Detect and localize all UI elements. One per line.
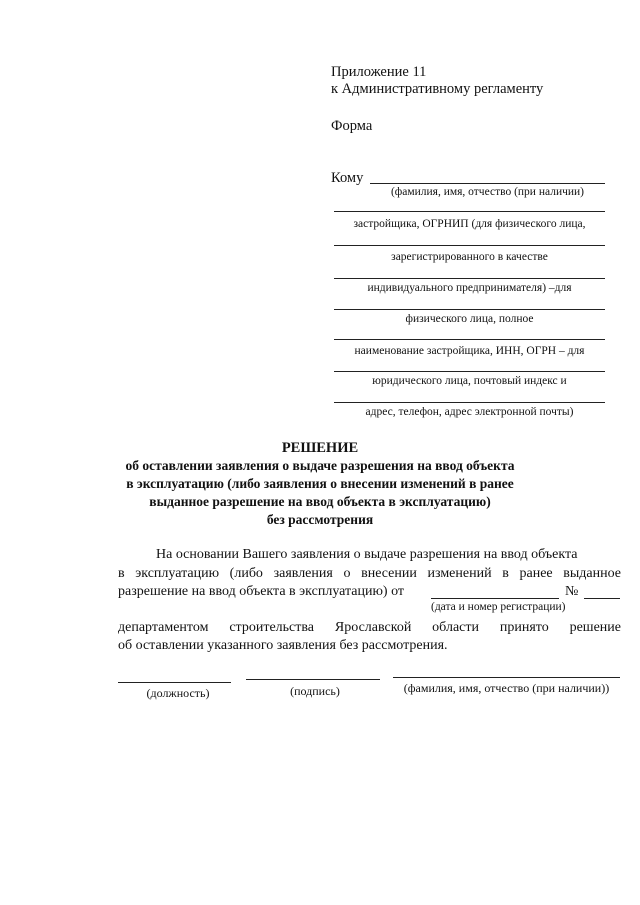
number-sign: № <box>565 584 579 599</box>
signature-line <box>246 679 380 680</box>
body-line-2: в эксплуатацию (либо заявления о внесении изменений в ранее выданное <box>118 566 621 581</box>
recipient-line-1 <box>370 183 605 184</box>
recipient-caption-3: зарегистрированного в качестве <box>391 251 548 263</box>
recipient-caption-6: наименование застройщика, ИНН, ОГРН – для <box>354 345 585 357</box>
recipient-line-6 <box>334 339 605 340</box>
position-line <box>118 682 231 683</box>
number-field-line <box>584 598 620 599</box>
regulation-reference: к Административному регламенту <box>331 81 544 97</box>
recipient-caption-4: индивидуального предпринимателя) –для <box>367 282 572 294</box>
signature-caption: (подпись) <box>290 684 340 698</box>
position-caption: (должность) <box>146 686 210 700</box>
recipient-caption-1: (фамилия, имя, отчество (при наличии) <box>390 186 585 198</box>
recipient-caption-2: застройщика, ОГРНИП (для физического лица, <box>353 218 586 230</box>
date-caption: (дата и номер регистрации) <box>431 601 566 613</box>
body-line-3: разрешение на ввод объекта в эксплуатацию) от <box>118 584 405 599</box>
to-label: Кому <box>331 170 364 186</box>
recipient-line-2 <box>334 211 605 212</box>
date-field-line <box>431 598 559 599</box>
fullname-line <box>393 677 620 678</box>
recipient-line-3 <box>334 245 605 246</box>
title-line-3: выданное разрешение на ввод объекта в эксплуатацию) <box>149 494 491 509</box>
recipient-caption-7: юридического лица, почтовый индекс и <box>372 375 567 387</box>
document-heading: РЕШЕНИЕ <box>281 440 359 456</box>
title-line-4: без рассмотрения <box>266 512 374 527</box>
body-line-5: об оставлении указанного заявления без рассмотрения. <box>118 638 448 653</box>
recipient-line-7 <box>334 371 605 372</box>
recipient-line-4 <box>334 278 605 279</box>
fullname-caption: (фамилия, имя, отчество (при наличии)) <box>403 681 610 695</box>
title-line-2: в эксплуатацию (либо заявления о внесении изменений в ранее <box>126 476 514 491</box>
title-line-1: об оставлении заявления о выдаче разрешения на ввод объекта <box>125 458 515 473</box>
recipient-line-5 <box>334 309 605 310</box>
body-line-1: На основании Вашего заявления о выдаче разрешения на ввод объекта <box>156 547 578 562</box>
recipient-line-8 <box>334 402 605 403</box>
recipient-caption-5: физического лица, полное <box>405 313 534 325</box>
body-line-4: департаментом строительства Ярославской области принято решение <box>118 620 621 635</box>
appendix-number: Приложение 11 <box>331 64 427 80</box>
recipient-caption-8: адрес, телефон, адрес электронной почты) <box>365 406 574 418</box>
form-label: Форма <box>331 118 373 134</box>
